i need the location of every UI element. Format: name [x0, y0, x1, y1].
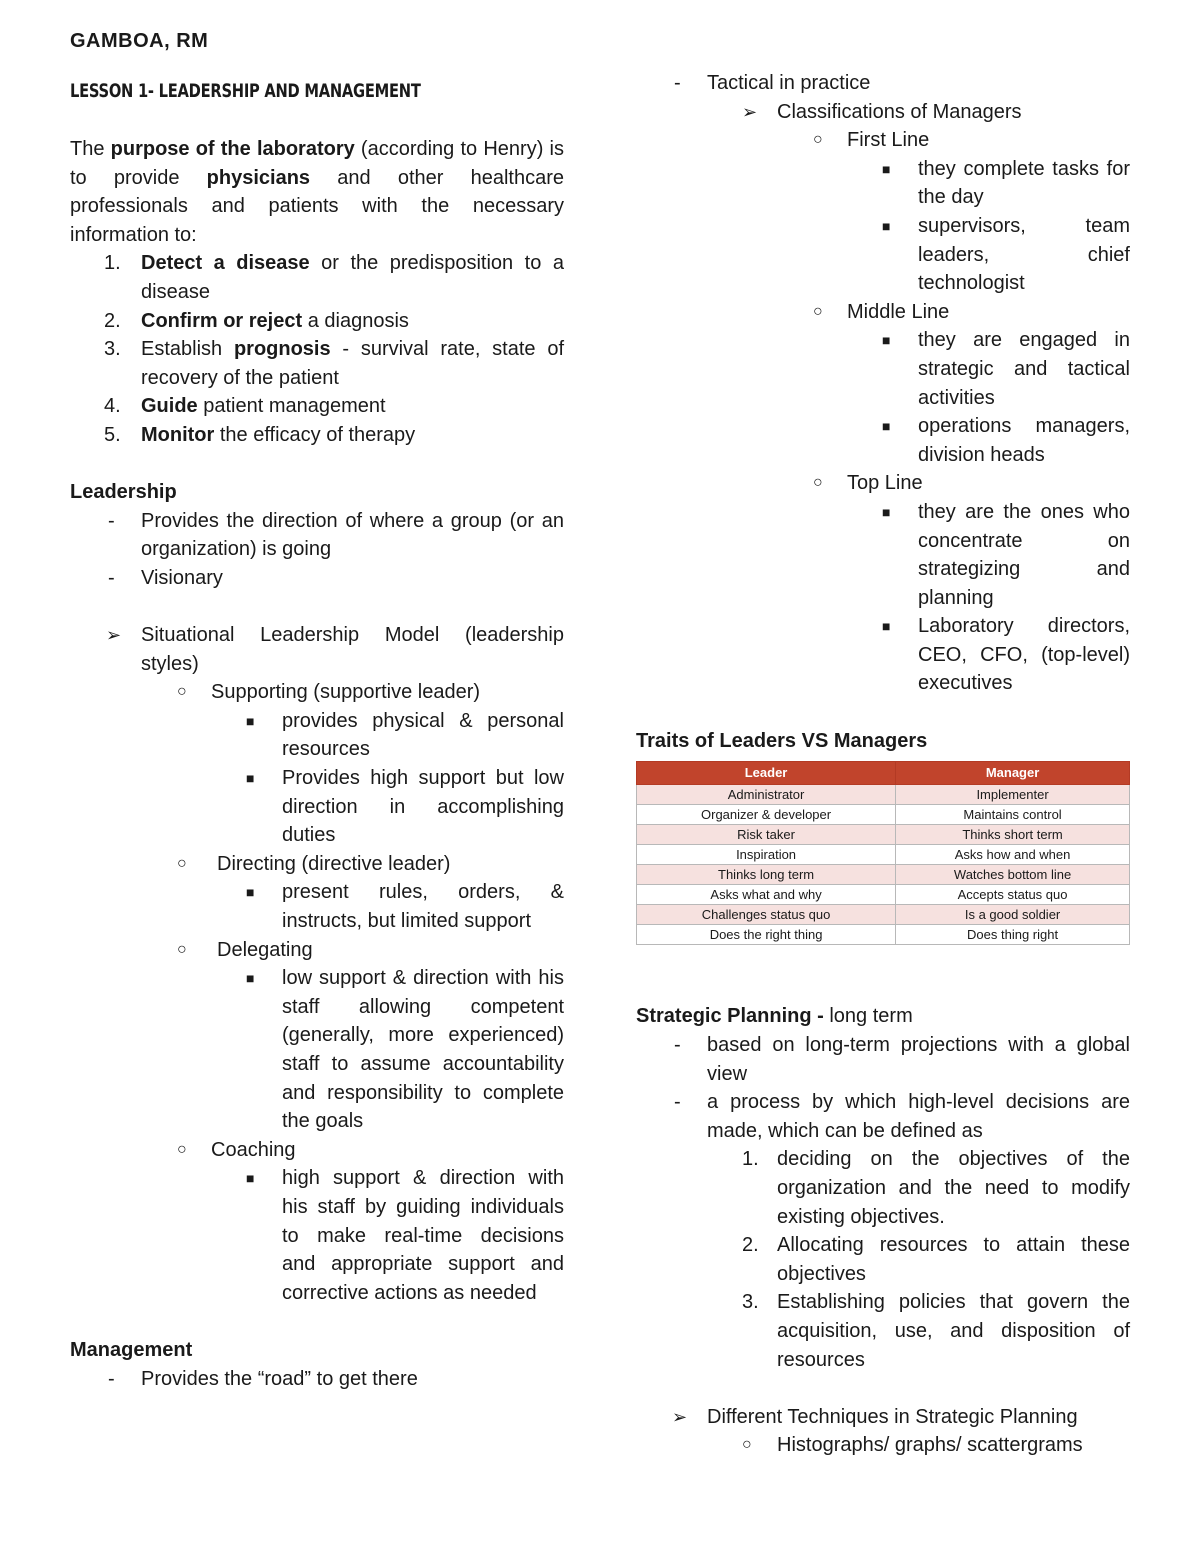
list-item	[70, 392, 564, 421]
list-item	[636, 155, 1130, 212]
list-item	[636, 498, 1130, 612]
list-item	[636, 1031, 1130, 1088]
manager-line-name: First Line	[847, 129, 930, 152]
arrow-bullet-icon: ➢	[106, 625, 122, 646]
list-item-text: a process by which high-level decisions are made, which can be defined as	[707, 1091, 1130, 1142]
list-item	[636, 326, 1130, 412]
square-bullet-icon: ■	[882, 503, 891, 520]
list-item-text: Provides the direction of where a group (or an organization) is going	[141, 509, 564, 561]
list-item	[636, 1431, 1130, 1460]
classifications-title: Classifications of Managers	[777, 100, 1022, 123]
list-item	[636, 1145, 1130, 1231]
table-row	[637, 905, 1130, 925]
table-row	[637, 845, 1130, 865]
list-item	[70, 307, 564, 336]
table-cell: Accepts status quo	[896, 885, 1130, 905]
table-cell: Thinks short term	[896, 825, 1130, 845]
list-item-text: patient management	[197, 395, 386, 418]
table-row	[637, 785, 1130, 805]
manager-line-detail: supervisors, team leaders, chief technologist	[918, 214, 1130, 295]
square-bullet-icon: ■	[882, 332, 891, 349]
circle-bullet-icon: ○	[813, 474, 823, 492]
dash-bullet: -	[108, 509, 115, 532]
table-cell: Does thing right	[896, 925, 1130, 945]
list-item	[70, 1164, 564, 1307]
list-item	[70, 621, 564, 678]
column-header: Leader	[637, 762, 896, 785]
list-item	[636, 1403, 1130, 1432]
list-item-bold: prognosis	[233, 338, 331, 361]
circle-bullet-icon: ○	[813, 131, 823, 149]
model-title: Situational Leadership Model (leadership styles)	[141, 624, 564, 675]
list-item	[70, 964, 564, 1136]
circle-bullet-icon: ○	[177, 1140, 187, 1158]
list-item-text: Provides the “road” to get there	[141, 1367, 418, 1390]
list-item-text: deciding on the objectives of the organization and the need to modify existing objectives.	[777, 1148, 1130, 1228]
list-item-text: the efficacy of therapy	[214, 423, 416, 446]
list-item	[70, 1365, 564, 1394]
list-item	[70, 507, 564, 564]
list-item	[70, 249, 564, 306]
list-item	[70, 707, 564, 764]
list-item	[70, 878, 564, 935]
list-number: 2.	[742, 1234, 759, 1257]
table-cell: Risk taker	[637, 825, 896, 845]
list-item	[70, 335, 564, 392]
list-number: 2.	[104, 309, 121, 332]
list-item	[70, 850, 564, 879]
list-item-text: Visionary	[141, 566, 223, 589]
list-item	[70, 1136, 564, 1165]
circle-bullet-icon: ○	[813, 302, 823, 320]
strategic-heading-rest: long term	[829, 1005, 913, 1028]
style-name: Supporting (supportive leader)	[211, 681, 481, 704]
list-number: 3.	[104, 338, 121, 361]
manager-line-name: Middle Line	[847, 300, 950, 323]
list-item	[636, 612, 1130, 698]
style-name: Delegating	[217, 938, 313, 961]
square-bullet-icon: ■	[246, 970, 255, 987]
table-row	[637, 805, 1130, 825]
list-item-bold: Confirm or reject	[141, 309, 303, 332]
table-cell: Thinks long term	[637, 865, 896, 885]
table-row	[637, 925, 1130, 945]
list-item-text: Establishing policies that govern the acquisition, use, and disposition of resources	[777, 1291, 1130, 1371]
intro-text: and other healthcare professionals and patients with the necessary information to:	[70, 166, 564, 246]
circle-bullet-icon: ○	[177, 683, 187, 701]
dash-bullet: -	[674, 1034, 681, 1057]
dash-bullet: -	[674, 1091, 681, 1114]
square-bullet-icon: ■	[246, 712, 255, 729]
list-number: 4.	[104, 395, 121, 418]
list-item	[70, 564, 564, 593]
circle-bullet-icon: ○	[742, 1436, 752, 1454]
table-cell: Organizer & developer	[637, 805, 896, 825]
list-item	[636, 1288, 1130, 1374]
traits-title: Traits of Leaders VS Managers	[636, 729, 928, 752]
purpose-list	[70, 249, 564, 449]
intro-text: The	[70, 138, 111, 160]
list-item-text: - survival rate, state of recovery of the patient	[141, 338, 564, 389]
table-cell: Asks what and why	[637, 885, 896, 905]
list-item	[70, 678, 564, 707]
style-detail: low support & direction with his staff allowing competent (generally, more experienced) staff to assume accountability and responsibility to complete the goals	[282, 967, 564, 1133]
list-item	[636, 126, 1130, 155]
dash-bullet: -	[674, 72, 681, 94]
intro-bold: physicians	[206, 166, 311, 189]
style-name: Directing (directive leader)	[217, 852, 451, 875]
intro-bold: purpose of the laboratory	[110, 138, 355, 160]
list-item	[636, 1231, 1130, 1288]
techniques-title: Different Techniques in Strategic Planning	[707, 1405, 1078, 1428]
intro-paragraph	[70, 135, 564, 249]
author-name: GAMBOA, RM	[70, 30, 209, 52]
table-header-row	[637, 762, 1130, 785]
manager-line-detail: they are the ones who concentrate on strategizing and planning	[918, 500, 1130, 609]
list-item	[70, 936, 564, 965]
circle-bullet-icon: ○	[177, 940, 187, 958]
table-row	[637, 825, 1130, 845]
table-cell: Watches bottom line	[896, 865, 1130, 885]
list-item-text: or the predisposition to a disease	[141, 252, 564, 303]
column-header: Manager	[896, 762, 1130, 785]
leadership-heading: Leadership	[70, 481, 177, 504]
intro-text: (according to Henry) is to provide	[70, 138, 564, 189]
list-item	[70, 764, 564, 850]
square-bullet-icon: ■	[246, 884, 255, 901]
square-bullet-icon: ■	[882, 217, 891, 234]
manager-line-detail: they are engaged in strategic and tactical activities	[918, 329, 1130, 409]
list-item-bold: Detect a disease	[141, 252, 310, 275]
list-item	[636, 69, 1130, 98]
strategic-heading	[636, 1002, 1130, 1031]
table-cell: Implementer	[896, 785, 1130, 805]
table-cell: Does the right thing	[637, 925, 896, 945]
list-item-text: Tactical in practice	[707, 72, 871, 94]
arrow-bullet-icon: ➢	[672, 1406, 688, 1427]
list-number: 5.	[104, 423, 121, 446]
technique-item: Histographs/ graphs/ scattergrams	[777, 1434, 1083, 1457]
table-cell: Maintains control	[896, 805, 1130, 825]
style-detail: high support & direction with his staff by guiding individuals to make real-time decisions and appropriate support and corrective actions as needed	[282, 1167, 564, 1304]
list-item	[636, 412, 1130, 469]
square-bullet-icon: ■	[882, 618, 891, 635]
style-detail: Provides high support but low direction in accomplishing duties	[282, 767, 564, 847]
list-item-bold: Monitor	[141, 423, 215, 446]
lesson-title: LESSON 1- LEADERSHIP AND MANAGEMENT	[70, 80, 421, 102]
list-item	[636, 469, 1130, 498]
manager-line-detail: Laboratory directors, CEO, CFO, (top-level) executives	[918, 615, 1130, 695]
square-bullet-icon: ■	[246, 1170, 255, 1187]
list-item-text: a diagnosis	[302, 309, 409, 332]
strategic-heading-bold: Strategic Planning -	[636, 1005, 830, 1028]
list-item-bold: Guide	[141, 395, 198, 418]
style-detail: present rules, orders, & instructs, but limited support	[282, 881, 564, 933]
list-item-text: based on long-term projections with a global view	[707, 1034, 1130, 1085]
traits-table	[636, 761, 1130, 945]
table-row	[637, 865, 1130, 885]
arrow-bullet-icon: ➢	[742, 101, 758, 122]
square-bullet-icon: ■	[882, 160, 891, 177]
list-number: 1.	[742, 1148, 759, 1171]
list-item-text: Allocating resources to attain these objectives	[777, 1234, 1130, 1285]
square-bullet-icon: ■	[246, 770, 255, 787]
management-heading: Management	[70, 1338, 193, 1361]
manager-line-name: Top Line	[847, 472, 923, 495]
manager-line-detail: they complete tasks for the day	[918, 157, 1130, 209]
table-cell: Administrator	[637, 785, 896, 805]
table-cell: Is a good soldier	[896, 905, 1130, 925]
list-item	[636, 212, 1130, 298]
list-item-text: Establish	[141, 338, 234, 361]
table-cell: Asks how and when	[896, 845, 1130, 865]
dash-bullet: -	[108, 1367, 115, 1390]
circle-bullet-icon: ○	[177, 854, 187, 872]
list-number: 1.	[104, 252, 121, 275]
style-detail: provides physical & personal resources	[282, 709, 564, 761]
table-cell: Inspiration	[637, 845, 896, 865]
right-column	[636, 69, 1130, 1460]
table-cell: Challenges status quo	[637, 905, 896, 925]
table-row	[637, 885, 1130, 905]
list-item	[636, 298, 1130, 327]
square-bullet-icon: ■	[882, 418, 891, 435]
list-item	[636, 98, 1130, 127]
list-number: 3.	[742, 1291, 759, 1314]
manager-line-detail: operations managers, division heads	[918, 415, 1130, 466]
left-column	[70, 77, 564, 1393]
list-item	[70, 421, 564, 450]
style-name: Coaching	[211, 1138, 296, 1161]
dash-bullet: -	[108, 566, 115, 589]
list-item	[636, 1088, 1130, 1145]
